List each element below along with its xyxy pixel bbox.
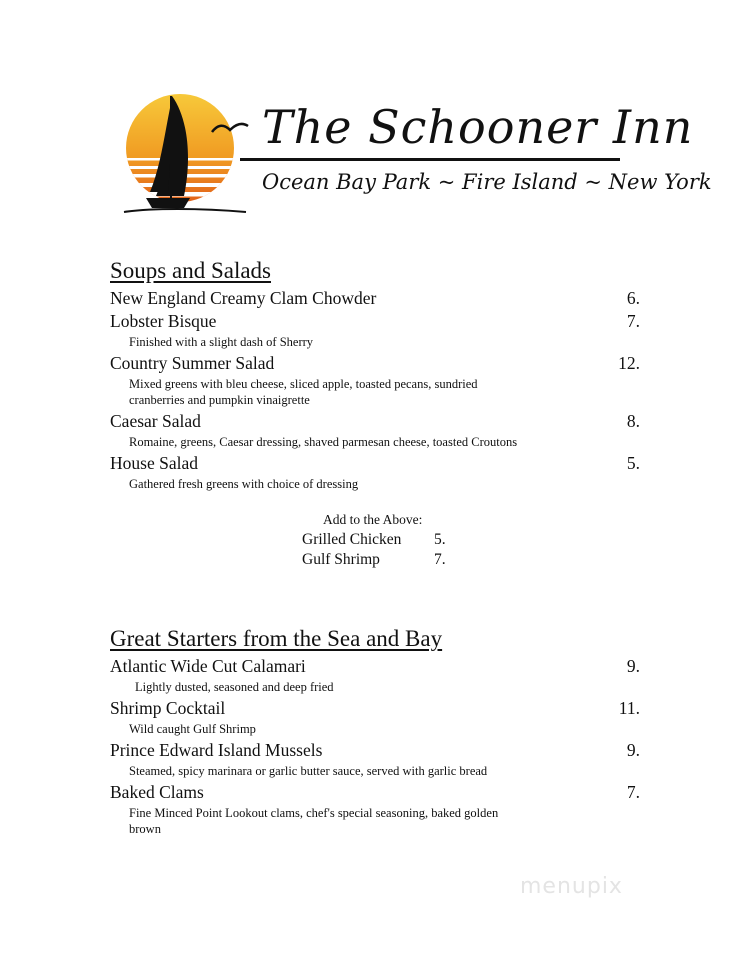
item-price: 7. <box>626 311 640 331</box>
title-rule <box>240 158 620 161</box>
item-name: Country Summer Salad <box>110 353 275 373</box>
menu-item <box>110 453 640 476</box>
item-price: 12. <box>618 353 640 373</box>
menu-item <box>110 411 640 434</box>
item-description: Romaine, greens, Caesar dressing, shaved parmesan cheese, toasted Croutons <box>129 435 518 449</box>
restaurant-location: Ocean Bay Park ~ Fire Island ~ New York <box>262 170 712 194</box>
item-price: 7. <box>626 782 640 802</box>
addons-box <box>302 512 472 571</box>
addon-item <box>302 551 472 571</box>
item-name: New England Creamy Clam Chowder <box>110 288 377 308</box>
item-name: Lobster Bisque <box>110 311 217 331</box>
section-title: Soups and Salads <box>110 258 271 283</box>
addons-title: Add to the Above: <box>323 512 423 527</box>
item-price: 9. <box>626 656 640 676</box>
item-price: 8. <box>626 411 640 431</box>
section-starters <box>110 626 640 840</box>
item-price: 11. <box>618 698 640 718</box>
item-name: House Salad <box>110 453 198 473</box>
addon-price: 7. <box>434 551 446 568</box>
item-description: Gathered fresh greens with choice of dressing <box>129 477 359 491</box>
menu-item <box>110 288 640 311</box>
item-description: Finished with a slight dash of Sherry <box>129 335 314 349</box>
section-title: Great Starters from the Sea and Bay <box>110 626 443 651</box>
menu-item <box>110 353 640 376</box>
item-description: Fine Minced Point Lookout clams, chef's special seasoning, baked golden brown <box>129 806 499 836</box>
watermark: menupix <box>520 874 623 899</box>
item-description: Steamed, spicy marinara or garlic butter sauce, served with garlic bread <box>129 764 488 778</box>
item-description: Mixed greens with bleu cheese, sliced apple, toasted pecans, sundried cranberries and pumpkin vinaigrette <box>129 377 478 407</box>
addon-item <box>302 531 472 551</box>
addon-name: Gulf Shrimp <box>302 551 380 568</box>
menu-item <box>110 311 640 334</box>
seagull-icon <box>210 120 250 136</box>
addon-name: Grilled Chicken <box>302 531 402 548</box>
menu-item <box>110 740 640 763</box>
item-price: 5. <box>626 453 640 473</box>
item-description: Lightly dusted, seasoned and deep fried <box>135 680 334 694</box>
menu-item <box>110 656 640 679</box>
section-soups-salads <box>110 258 640 495</box>
restaurant-name: The Schooner Inn <box>262 100 694 154</box>
item-description: Wild caught Gulf Shrimp <box>129 722 256 736</box>
item-name: Prince Edward Island Mussels <box>110 740 323 760</box>
item-name: Baked Clams <box>110 782 204 802</box>
item-price: 9. <box>626 740 640 760</box>
item-name: Shrimp Cocktail <box>110 698 226 718</box>
menu-item <box>110 698 640 721</box>
item-price: 6. <box>626 288 640 308</box>
addon-price: 5. <box>434 531 446 548</box>
item-name: Atlantic Wide Cut Calamari <box>110 656 306 676</box>
item-name: Caesar Salad <box>110 411 201 431</box>
menu-item <box>110 782 640 805</box>
schooner-sunset-logo <box>120 88 250 218</box>
